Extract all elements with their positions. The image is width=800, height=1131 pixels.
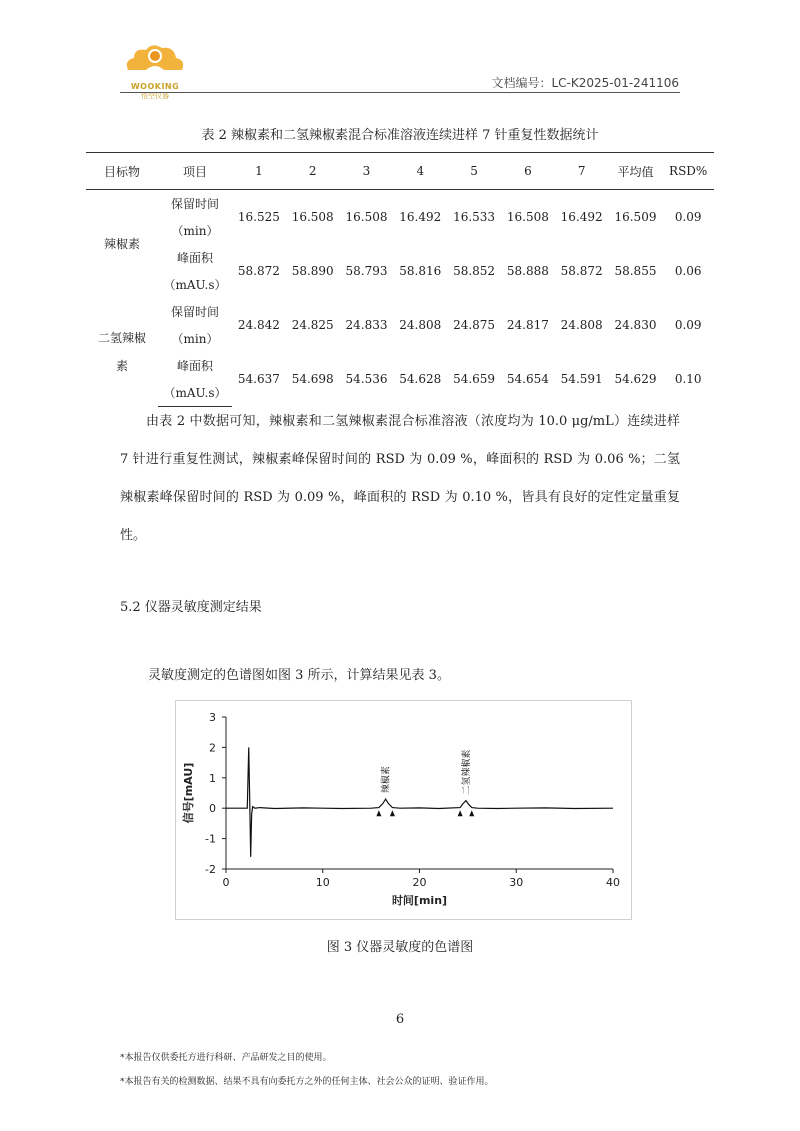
integration-mark-icon <box>376 810 381 816</box>
target-cell <box>86 190 158 299</box>
value-cell: 54.654 <box>506 372 549 387</box>
peak-label: 二氢辣椒素 <box>461 749 472 795</box>
value-cell: 24.817 <box>506 318 549 332</box>
item-label: （min） <box>171 332 219 346</box>
y-tick-label: -1 <box>205 832 216 846</box>
value-cell: 16.508 <box>291 210 334 224</box>
value-cell: 54.659 <box>453 372 496 387</box>
value-cell: 0.06 <box>674 264 702 278</box>
chromatogram-figure <box>175 700 632 920</box>
table-row <box>86 190 714 218</box>
value-cell: 24.875 <box>453 318 496 332</box>
logo-wordmark: WOOKING <box>130 82 180 91</box>
value-cell: 24.808 <box>560 318 603 332</box>
figure-intro: 灵敏度测定的色谱图如图 3 所示，计算结果见表 3。 <box>148 668 450 683</box>
column-header: RSD% <box>662 153 714 190</box>
value-cell: 16.525 <box>237 210 280 224</box>
value-cell: 54.629 <box>614 372 657 387</box>
value-cell: 58.793 <box>345 264 388 278</box>
y-tick-label: -2 <box>205 863 216 876</box>
logo-subtitle: 悟空仪器 <box>141 92 169 100</box>
y-tick-label: 2 <box>209 741 216 755</box>
value-cell: 16.492 <box>560 210 603 224</box>
table-header-row <box>86 153 714 190</box>
value-cell: 24.842 <box>237 318 280 332</box>
integration-mark-icon <box>458 810 463 816</box>
value-cell: 24.830 <box>614 318 657 332</box>
value-cell: 16.508 <box>345 210 388 224</box>
item-label: 保留时间 <box>170 305 219 319</box>
value-cell: 16.508 <box>506 210 549 224</box>
value-cell: 0.10 <box>674 372 702 387</box>
y-tick-label: 3 <box>209 711 216 724</box>
value-cell: 54.628 <box>399 372 442 387</box>
item-label: （mAU.s） <box>163 278 227 292</box>
item-label: （mAU.s） <box>158 379 232 407</box>
target-name: 辣椒素 <box>103 237 140 251</box>
column-header: 2 <box>286 153 340 190</box>
value-cell: 58.872 <box>237 264 280 278</box>
page-number: 6 <box>395 1012 405 1027</box>
chromatogram-chart <box>176 701 631 919</box>
repeatability-table <box>86 152 714 407</box>
value-cell: 54.591 <box>560 372 603 387</box>
value-cell: 0.09 <box>674 210 702 224</box>
section-title: 5.2 仪器灵敏度测定结果 <box>120 600 262 615</box>
target-cell <box>86 298 158 407</box>
item-label: 保留时间 <box>170 197 219 211</box>
y-axis-title: 信号[mAU] <box>182 762 195 824</box>
value-cell: 16.492 <box>399 210 442 224</box>
column-header: 5 <box>447 153 501 190</box>
value-cell: 24.825 <box>291 318 334 332</box>
header-divider <box>120 92 680 93</box>
result-paragraph <box>120 403 680 555</box>
peak-label: 辣椒素 <box>381 766 392 794</box>
column-header: 平均值 <box>609 153 663 190</box>
integration-mark-icon <box>469 810 474 816</box>
value-cell: 58.816 <box>399 264 442 278</box>
x-tick-label: 40 <box>606 876 620 889</box>
value-cell: 58.855 <box>614 264 657 278</box>
value-cell: 16.533 <box>453 210 496 224</box>
x-tick-label: 10 <box>315 876 330 889</box>
table-row <box>86 298 714 325</box>
table-caption: 表 2 辣椒素和二氢辣椒素混合标准溶液连续进样 7 针重复性数据统计 <box>201 128 599 143</box>
table-row <box>86 352 714 379</box>
value-cell: 58.890 <box>291 264 334 278</box>
item-label: 峰面积 <box>176 251 213 265</box>
value-cell: 58.872 <box>560 264 603 278</box>
column-header: 1 <box>232 153 286 190</box>
column-header: 项目 <box>158 153 232 190</box>
paragraph-text: 由表 2 中数据可知，辣椒素和二氢辣椒素混合标准溶液（浓度均为 10.0 μg/mL）连续进样 7 针进行重复性测试，辣椒素峰保留时间的 RSD 为 0.09 %，峰面积的 RSD 为 0.06 %；二氢辣椒素峰保留时间的 RSD 为 0.09 %，峰面积的 RSD 为 0.10 %，皆具有良好的定性定量重复性。 <box>120 414 680 543</box>
y-tick-label: 1 <box>209 771 216 785</box>
column-header: 目标物 <box>86 153 158 190</box>
column-header: 3 <box>340 153 394 190</box>
value-cell: 54.698 <box>291 372 334 387</box>
column-header: 7 <box>555 153 609 190</box>
value-cell: 58.888 <box>506 264 549 278</box>
document-number: 文档编号：LC-K2025-01-241106 <box>491 76 679 90</box>
value-cell: 24.808 <box>399 318 442 332</box>
target-name: 二氢辣椒 <box>97 331 146 346</box>
column-header: 6 <box>501 153 555 190</box>
value-cell: 16.509 <box>614 210 657 224</box>
column-header: 4 <box>393 153 447 190</box>
company-logo <box>120 40 190 100</box>
figure-caption: 图 3 仪器灵敏度的色谱图 <box>326 940 474 955</box>
value-cell: 54.637 <box>237 372 280 387</box>
value-cell: 58.852 <box>453 264 496 278</box>
footnote-1: *本报告仅供委托方进行科研、产品研发之目的使用。 <box>120 1053 332 1063</box>
value-cell: 24.833 <box>345 318 388 332</box>
table-row <box>86 244 714 271</box>
item-label: （min） <box>171 224 219 238</box>
footnote-2: *本报告有关的检测数据、结果不具有向委托方之外的任何主体、社会公众的证明、验证作用。 <box>120 1077 494 1087</box>
x-tick-label: 0 <box>222 876 230 889</box>
x-tick-label: 20 <box>412 876 427 889</box>
y-tick-label: 0 <box>209 802 216 816</box>
x-tick-label: 30 <box>509 876 524 889</box>
logo-emblem-icon <box>120 40 190 78</box>
item-label: 峰面积 <box>176 359 213 373</box>
target-name: 素 <box>115 359 128 374</box>
value-cell: 0.09 <box>674 318 702 332</box>
integration-mark-icon <box>390 810 395 816</box>
series-line <box>226 747 613 856</box>
x-axis-title: 时间[min] <box>391 894 448 907</box>
value-cell: 54.536 <box>345 372 388 387</box>
